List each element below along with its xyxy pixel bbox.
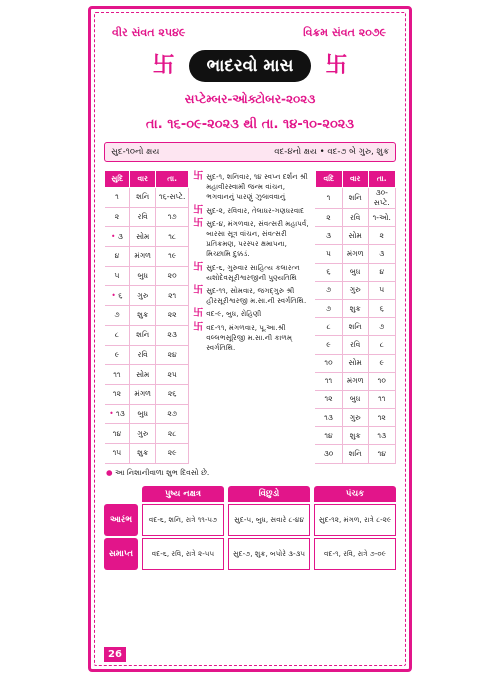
sud-tithi xyxy=(105,306,130,326)
sud-date-value: ૨૩ xyxy=(167,330,177,340)
vad-date: ૩૦-સપ્ટે. xyxy=(368,188,396,209)
sud-header-vaar: વાર xyxy=(130,171,156,188)
vad-row xyxy=(315,390,395,408)
aarambh-vinchhudo: સુદ-૫, બુધ, સવારે ૮-૪૪ xyxy=(228,504,310,536)
sud-tithi-value: ૧૩ xyxy=(116,408,125,418)
sud-tithi-value: ૫ xyxy=(114,271,120,281)
vad-vaar: ગુરુ xyxy=(342,409,368,427)
vad-date: ૪ xyxy=(368,263,396,281)
vad-vaar: શનિ xyxy=(342,318,368,336)
sud-tithi xyxy=(105,207,130,227)
row-label-samapt: સમાપ્ત xyxy=(104,538,138,570)
sud-tithi xyxy=(105,365,130,385)
vad-vaar: ગુરુ xyxy=(342,281,368,299)
vad-date: ૧૩ xyxy=(368,427,396,445)
samapt-vinchhudo: સુદ-૭, શુક્ર, બપોરે ૩-૩૫ xyxy=(228,538,310,570)
sud-vaar-value: શનિ xyxy=(136,192,150,202)
sud-tithi-value: ૪ xyxy=(114,251,120,261)
swastika-icon: 卐 xyxy=(193,261,204,273)
vad-date: ૨ xyxy=(368,227,396,245)
vad-tithi: ૧૧ xyxy=(315,372,342,390)
vad-row xyxy=(315,188,395,209)
sud-vaar-value: સોમ xyxy=(136,231,150,241)
vad-tithi: ૬ xyxy=(315,263,342,281)
vikram-samvat: વિક્રમ સંવત ૨૦૭૯ xyxy=(303,26,386,39)
sud-tithi-value: ૧૨ xyxy=(112,389,121,399)
event-text: સુદ-૧, શનિવાર, ૧૪ સ્વપ્ન દર્શન શ્રી મહાવીરસ્વામી જન્મ વાંચન, ભગવાનનું પારણું ઝુલાવવાનું xyxy=(206,172,308,202)
sud-vaar xyxy=(130,306,156,326)
sud-date xyxy=(156,325,189,345)
sud-date xyxy=(156,345,189,365)
sud-vaar xyxy=(130,227,156,247)
sud-tithi xyxy=(105,227,130,247)
sud-vaar xyxy=(130,247,156,267)
vad-vaar: શુક્ર xyxy=(342,299,368,317)
event-text: સુદ-૨, રવિવાર, તેલાધર-ગણધરવાદ xyxy=(206,205,305,215)
sud-row xyxy=(105,443,189,463)
vad-table xyxy=(315,170,396,464)
vad-row xyxy=(315,445,395,463)
sud-date-value: ૨૫ xyxy=(167,369,177,379)
vad-tithi: ૭ xyxy=(315,299,342,317)
kshay-bar xyxy=(104,142,396,162)
sud-vaar xyxy=(130,286,156,306)
event-item xyxy=(193,323,311,354)
sud-table xyxy=(104,170,189,464)
swastika-icon: 卐 xyxy=(325,53,348,78)
vad-date: ૫ xyxy=(368,281,396,299)
sud-vaar-value: સોમ xyxy=(136,369,150,379)
sud-date xyxy=(156,247,189,267)
header-vinchhudo: વિંછુડો xyxy=(228,486,310,502)
vad-vaar: શનિ xyxy=(342,188,368,209)
vad-header-vaar: વાર xyxy=(342,171,368,188)
sud-date-value: ૨૦ xyxy=(167,271,177,281)
vad-vaar: રવિ xyxy=(342,209,368,227)
vad-tithi: ૧ xyxy=(315,188,342,209)
vad-vaar: સોમ xyxy=(342,354,368,372)
sud-row xyxy=(105,207,189,227)
sud-date-value: ૧૮ xyxy=(168,231,177,241)
sud-row xyxy=(105,266,189,286)
header-pushya: પુષ્ય નક્ષત્ર xyxy=(142,486,224,502)
vad-tithi: ૧૪ xyxy=(315,427,342,445)
vad-header-tithi: વદિ xyxy=(315,171,342,188)
sud-row xyxy=(105,306,189,326)
sud-date xyxy=(156,266,189,286)
sud-date-value: ૨૯ xyxy=(167,448,177,458)
vad-date: ૮ xyxy=(368,336,396,354)
vad-row xyxy=(315,281,395,299)
vad-tithi: ૭ xyxy=(315,281,342,299)
sud-tithi-value: ૨ xyxy=(114,212,120,222)
vad-row xyxy=(315,318,395,336)
vad-header-date: તા. xyxy=(368,171,396,188)
page-number: 26 xyxy=(104,647,126,662)
vad-date: ૬ xyxy=(368,299,396,317)
sud-vaar xyxy=(130,424,156,444)
event-item xyxy=(193,309,311,319)
event-text: સુદ-૪, મંગળવાર, સંવત્સરી મહાપર્વ, બારસા સૂત્ર વાંચન, સંવત્સરી પ્રતિક્રમણ, પરસ્પર ક્ષમાપના, મિચ્છામિ દુક્કડં. xyxy=(206,218,309,259)
event-item xyxy=(193,286,311,306)
vad-vaar: શુક્ર xyxy=(342,427,368,445)
sud-tithi xyxy=(105,286,130,306)
event-text: વદ-૧૧, મંગળવાર, પૂ.આ.શ્રી વલ્લભસૂરિજી મ.સા.ની કાળમ્ સ્વર્ગતિથિ. xyxy=(206,322,293,353)
events-list xyxy=(193,170,311,464)
sud-tithi xyxy=(105,384,130,404)
samvat-row xyxy=(104,22,396,40)
sud-tithi-value: ૬ xyxy=(118,290,123,300)
sud-tithi xyxy=(105,188,130,208)
sud-vaar xyxy=(130,345,156,365)
swastika-icon: 卐 xyxy=(152,53,175,78)
header-panchak: પંચક xyxy=(314,486,396,502)
vad-table-body xyxy=(315,188,395,464)
sud-tithi-value: ૯ xyxy=(114,349,120,359)
sud-tithi xyxy=(105,443,130,463)
sud-tithi-value: ૮ xyxy=(114,330,119,340)
sud-vaar-value: શુક્ર xyxy=(137,310,149,320)
sud-tithi xyxy=(105,424,130,444)
swastika-icon: 卐 xyxy=(193,285,204,297)
sud-tithi xyxy=(105,247,130,267)
vad-date: ૩ xyxy=(368,245,396,263)
samapt-pushya: વદ-૬, રવિ, રાત્રે ૨-૫૫ xyxy=(142,538,224,570)
sud-vaar-value: રવિ xyxy=(137,212,148,222)
sud-date xyxy=(156,227,189,247)
sud-row xyxy=(105,227,189,247)
vad-tithi: ૩ xyxy=(315,227,342,245)
sud-vaar-value: મંગળ xyxy=(134,251,152,261)
vad-vaar: બુધ xyxy=(342,390,368,408)
event-text: સુદ-૬, ગુરુવાર સાહિત્ય કલારત્ન યશોદેવસૂરીશ્વરજીની પુણ્યતિથિ xyxy=(206,262,300,282)
month-title: ભાદરવો માસ xyxy=(189,50,312,82)
vad-row xyxy=(315,427,395,445)
veer-samvat: વીર સંવત ૨૫૪૯ xyxy=(112,26,186,39)
sud-row xyxy=(105,286,189,306)
aarambh-panchak: સુદ-૧૨, મંગળ, રાત્રે ૮-૨૯ xyxy=(314,504,396,536)
sud-vaar xyxy=(130,404,156,424)
sud-vaar-value: ગુરુ xyxy=(137,428,149,438)
sud-row xyxy=(105,365,189,385)
vad-row xyxy=(315,336,395,354)
vad-date: ૯ xyxy=(368,354,396,372)
sud-vaar xyxy=(130,266,156,286)
event-text: સુદ-૧૧, સોમવાર, જગદ્ગુરુ શ્રી હીરસૂરીશ્વરજી મ.સા.ની સ્વર્ગતિથિ. xyxy=(206,286,307,306)
sud-vaar xyxy=(130,384,156,404)
sud-vaar-value: મંગળ xyxy=(134,389,152,399)
sud-vaar-value: ગુરુ xyxy=(137,290,149,300)
vad-vaar: બુધ xyxy=(342,263,368,281)
sud-vaar xyxy=(130,443,156,463)
vad-date: ૧૦ xyxy=(368,372,396,390)
sud-vaar-value: શુક્ર xyxy=(137,448,149,458)
sud-table-body xyxy=(105,188,189,464)
sud-date-value: ૧૯ xyxy=(168,251,177,261)
vad-vaar: મંગળ xyxy=(342,245,368,263)
sud-header-tithi: સુદિ xyxy=(105,171,130,188)
sud-vaar xyxy=(130,325,156,345)
vad-row xyxy=(315,372,395,390)
sud-row xyxy=(105,325,189,345)
sud-row xyxy=(105,188,189,208)
swastika-icon: 卐 xyxy=(193,308,204,320)
sud-tithi-value: ૧ xyxy=(115,192,119,202)
kshay-left: સુદ-૧૦નો ક્ષય xyxy=(111,147,160,157)
vad-date: ૧-ઓ. xyxy=(368,209,396,227)
sud-tithi xyxy=(105,325,130,345)
swastika-icon: 卐 xyxy=(193,204,204,216)
vad-tithi: ૮ xyxy=(315,318,342,336)
kshay-right: વદ-૪નો ક્ષય • વદ-૭ બે ગુરુ, શુક્ર xyxy=(274,147,389,157)
vad-tithi: ૯ xyxy=(315,336,342,354)
vad-date: ૧૧ xyxy=(368,390,396,408)
muhurat-grid xyxy=(104,486,396,570)
vad-vaar: શનિ xyxy=(342,445,368,463)
vad-tithi: ૩૦ xyxy=(315,445,342,463)
vad-row xyxy=(315,209,395,227)
sud-row xyxy=(105,345,189,365)
sud-date xyxy=(156,424,189,444)
sud-tithi xyxy=(105,266,130,286)
sud-date xyxy=(156,443,189,463)
sud-date-value: ૨૮ xyxy=(167,428,177,438)
calendar-body xyxy=(104,170,396,464)
sud-tithi-value: ૩ xyxy=(117,231,123,241)
sud-date xyxy=(156,286,189,306)
sud-date xyxy=(156,404,189,424)
sud-row xyxy=(105,424,189,444)
vad-row xyxy=(315,227,395,245)
grid-corner xyxy=(104,486,138,502)
calendar-content xyxy=(104,22,396,662)
title-row xyxy=(104,50,396,82)
swastika-icon: 卐 xyxy=(193,321,204,333)
sud-vaar-value: રવિ xyxy=(137,349,148,359)
sud-date-value: ૨૪ xyxy=(167,349,177,359)
sud-date-value: ૨૬ xyxy=(167,389,177,399)
event-item xyxy=(193,172,311,203)
sud-vaar-value: બુધ xyxy=(137,271,148,281)
samapt-panchak: વદ-૧, રવિ, રાત્રે ૭-૦૯ xyxy=(314,538,396,570)
vad-vaar: મંગળ xyxy=(342,372,368,390)
sud-date-value: ૨૨ xyxy=(167,310,177,320)
vad-date: ૧૨ xyxy=(368,409,396,427)
vad-row xyxy=(315,245,395,263)
sud-date xyxy=(156,384,189,404)
vad-row xyxy=(315,299,395,317)
date-range: તા. ૧૬-૦૯-૨૦૨૩ થી તા. ૧૪-૧૦-૨૦૨૩ xyxy=(145,117,355,132)
vad-tithi: ૧૩ xyxy=(315,409,342,427)
swastika-icon: 卐 xyxy=(193,171,204,182)
footnote-text: આ નિશાનીવાળા શુભ દિવસો છે. xyxy=(114,467,210,477)
vad-date: ૭ xyxy=(368,318,396,336)
vad-row xyxy=(315,354,395,372)
sud-vaar-value: શનિ xyxy=(136,330,150,340)
event-item xyxy=(193,206,311,216)
sud-vaar xyxy=(130,207,156,227)
vad-row xyxy=(315,409,395,427)
sud-tithi-value: ૭ xyxy=(114,310,120,320)
auspicious-dot-icon: • xyxy=(111,231,116,241)
vad-vaar: સોમ xyxy=(342,227,368,245)
auspicious-dot-icon: • xyxy=(111,290,116,300)
event-item xyxy=(193,219,311,260)
swastika-icon: 卐 xyxy=(193,217,204,229)
sud-tithi-value: ૧૧ xyxy=(113,369,121,379)
sud-vaar xyxy=(130,188,156,208)
sud-tithi xyxy=(105,404,130,424)
sud-row xyxy=(105,247,189,267)
sud-date xyxy=(156,207,189,227)
sud-row xyxy=(105,404,189,424)
vad-tithi: ૧૨ xyxy=(315,390,342,408)
vad-tithi: ૫ xyxy=(315,245,342,263)
vad-row xyxy=(315,263,395,281)
sud-date xyxy=(156,365,189,385)
sud-tithi-value: ૧૫ xyxy=(112,448,122,458)
event-text: વદ-૯, બુધ, રોહિણી xyxy=(206,309,262,319)
event-item xyxy=(193,263,311,283)
sud-row xyxy=(105,384,189,404)
sud-vaar xyxy=(130,365,156,385)
aarambh-pushya: વદ-૬, શનિ, રાત્રે ૧૧-૫૭ xyxy=(142,504,224,536)
vad-vaar: રવિ xyxy=(342,336,368,354)
bullet-icon: ● xyxy=(106,467,113,477)
footnote xyxy=(104,468,396,478)
sud-date-value: ૨૧ xyxy=(168,290,177,300)
sud-date-value: ૨૭ xyxy=(167,408,177,418)
sud-date-value: ૧૭ xyxy=(167,212,177,222)
sud-date xyxy=(156,188,189,208)
vad-tithi: ૧૦ xyxy=(315,354,342,372)
vad-date: ૧૪ xyxy=(368,445,396,463)
sud-tithi-value: ૧૪ xyxy=(112,428,122,438)
sud-tithi xyxy=(105,345,130,365)
months-label: સપ્ટેમ્બર-ઓક્ટોબર-૨૦૨૩ xyxy=(184,92,316,106)
auspicious-dot-icon: • xyxy=(109,408,114,418)
vad-tithi: ૨ xyxy=(315,209,342,227)
sud-vaar-value: બુધ xyxy=(137,408,148,418)
sud-date-value: ૧૬-સપ્ટે. xyxy=(158,192,186,202)
sud-date xyxy=(156,306,189,326)
row-label-aarambh: આરંભ xyxy=(104,504,138,536)
sud-header-date: તા. xyxy=(156,171,189,188)
